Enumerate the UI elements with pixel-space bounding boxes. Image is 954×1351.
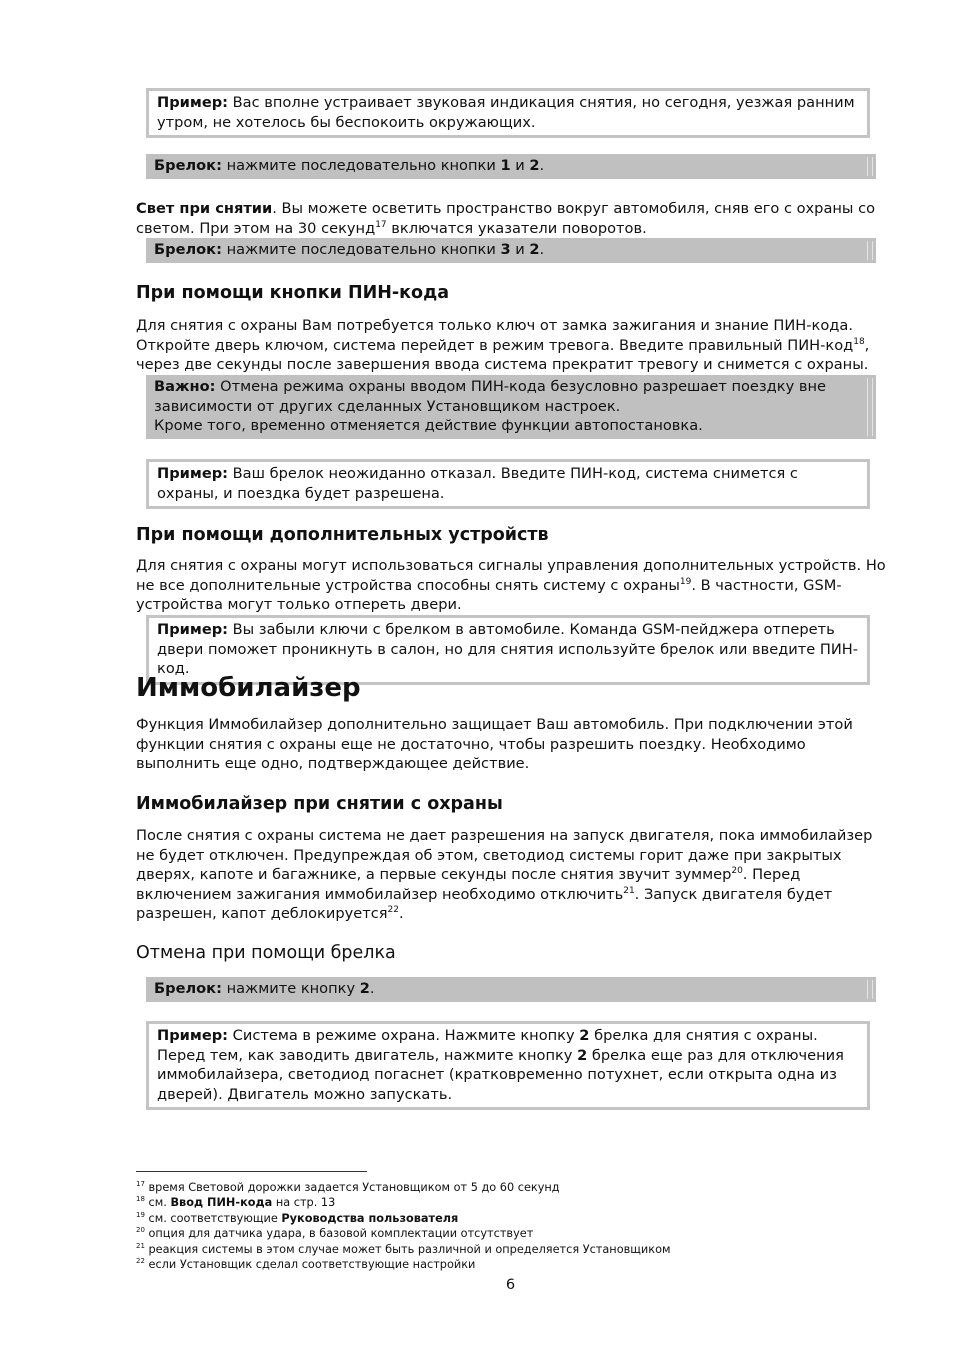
example-box-2	[146, 459, 870, 509]
footnote-divider	[136, 1171, 367, 1172]
heading-pin: При помощи кнопки ПИН-кода	[136, 283, 450, 303]
footnotes	[136, 1180, 671, 1272]
footnote: $^{17}$ время Световой дорожки задается Установщиком от 5 до 60 секунд	[136, 1180, 560, 1194]
page-number: 6	[505, 1276, 516, 1293]
footnote: $^{22}$ если Установщик сделал соответствующие настройки	[136, 1257, 476, 1272]
fob-box-2: Брелок: нажмите последовательно кнопки 3 и 2.	[146, 238, 876, 263]
footnote: $^{21}$ реакция системы в этом случае может быть различной и определяется Установщиком	[136, 1241, 671, 1256]
fob-label: Брелок:	[154, 157, 222, 174]
immobilizer-paragraph: Функция Иммобилайзер дополнительно защищает Ваш автомобиль. При подключении этой функции снятия с охраны еще не достаточно, чтобы разрешить поездку. Необходимо выполнить еще одно, подтверждающее действие.	[136, 716, 853, 772]
fob-label: Брелок:	[154, 241, 222, 258]
example-label: Пример:	[157, 1027, 228, 1044]
example-text: Ваш брелок неожиданно отказал. Введите ПИН-код, система снимется с охраны, и поездка будет разрешена.	[157, 465, 798, 502]
footnote-ref: 19	[679, 576, 692, 587]
heading-immobilizer: Иммобилайзер	[136, 673, 361, 703]
immobilizer-disarm-paragraph: После снятия с охраны система не дает разрешения на запуск двигателя, пока иммобилайзер не будет отключен. Предупреждая об этом, светодиод системы горит даже при закрытых дверях, капоте и багажнике, а первые секунды после снятия звучит зуммер$^{20}$. Перед включением зажигания иммобилайзер необходимо отключить$^{21}$. Запуск двигателя будет разрешен, капот деблокируется$^{22}$.	[136, 827, 873, 922]
footnote-ref: 20	[731, 866, 743, 876]
footnote-ref: 22	[387, 905, 399, 915]
fob-box-1: Брелок: нажмите последовательно кнопки 1 и 2.	[146, 154, 876, 179]
example-box-4: Пример: Система в режиме охрана. Нажмите кнопку 2 брелка для снятия с охраны. Перед тем, как заводить двигатель, нажмите кнопку 2 брелка еще раз для отключения иммобилайзера, светодиод погаснет (кратковременно потухнет, если открыта одна из дверей). Двигатель можно запускать.	[146, 1021, 870, 1110]
heading-cancel-fob: Отмена при помощи брелка	[136, 943, 396, 963]
important-box: Важно: Отмена режима охраны вводом ПИН-кода безусловно разрешает поездку вне зависимости от других сделанных Установщиком настроек. Кроме того, временно отменяется действие функции автопостановка.	[146, 375, 876, 439]
heading-devices: При помощи дополнительных устройств	[136, 525, 549, 545]
devices-paragraph: Для снятия с охраны могут использоваться сигналы управления дополнительных устройств. Но не все дополнительные устройства способны снять систему с охраны$^{19}$. В частности, GSM-устройства могут только отпереть двери.	[136, 557, 886, 613]
light-paragraph: Свет при снятии. Вы можете осветить пространство вокруг автомобиля, сняв его с охраны со светом. При этом на 30 секунд$^{17}$ включатся указатели поворотов.	[136, 200, 876, 237]
footnote: $^{18}$ см. Ввод ПИН-кода на стр. 13	[136, 1195, 336, 1210]
important-label: Важно:	[154, 378, 216, 395]
footnote: $^{19}$ см. соответствующие Руководства пользователя	[136, 1210, 459, 1225]
fob-label: Брелок:	[154, 980, 222, 997]
pin-paragraph: Для снятия с охраны Вам потребуется только ключ от замка зажигания и знание ПИН-кода. Откройте дверь ключом, система перейдет в режим тревога. Введите правильный ПИН-код$^{18}$, через две секунды после завершения ввода система прекратит тревогу и снимется с охраны.	[136, 317, 870, 373]
fob-box-3: Брелок: нажмите кнопку 2.	[146, 977, 876, 1002]
footnote-ref: 17	[375, 219, 387, 230]
example-text: Вас вполне устраивает звуковая индикация снятия, но сегодня, уезжая ранним утром, не хотелось бы беспокоить окружающих.	[157, 94, 855, 131]
example-label: Пример:	[157, 94, 228, 111]
footnote-ref: 18	[853, 336, 865, 347]
example-label: Пример:	[157, 621, 228, 638]
example-text: Вы забыли ключи с брелком в автомобиле. Команда GSM-пейджера отпереть двери поможет проникнуть в салон, но для снятия используйте брелок или введите ПИН-код.	[157, 621, 858, 677]
footnote: $^{20}$ опция для датчика удара, в базовой комплектации отсутствует	[136, 1226, 534, 1241]
example-box-1	[146, 88, 870, 138]
footnote-ref: 21	[623, 885, 635, 896]
example-label: Пример:	[157, 465, 228, 482]
heading-immobilizer-disarm: Иммобилайзер при снятии с охраны	[136, 794, 503, 814]
